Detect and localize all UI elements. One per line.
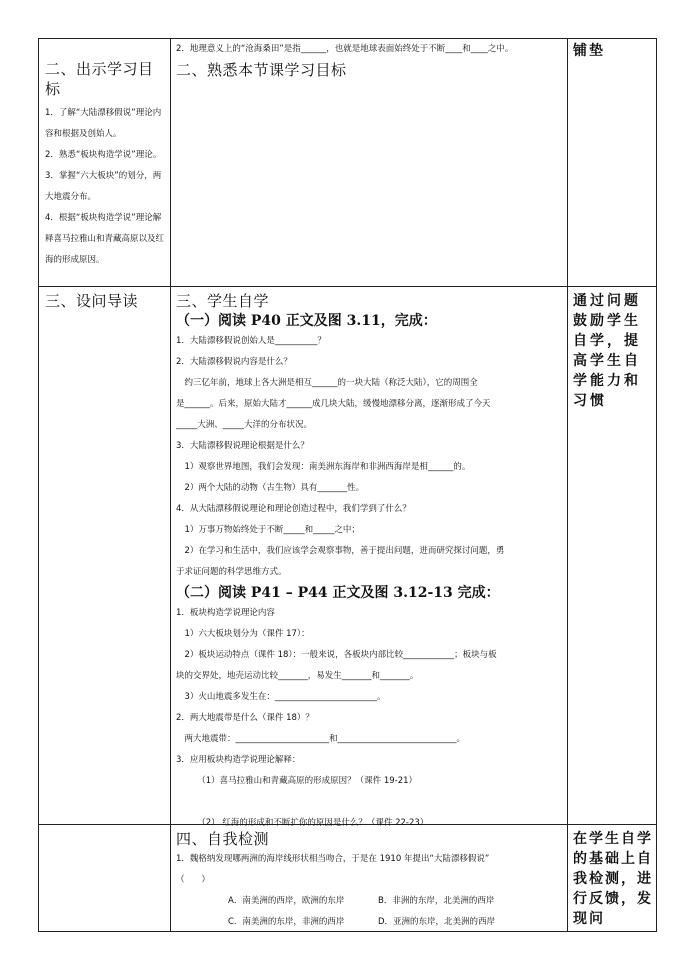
middle-section3-title: 三、学生自学 — [176, 292, 270, 310]
q1-option-b[interactable]: B．非洲的东岸，北美洲的西岸 — [378, 896, 495, 906]
part1-line: 2．大陆漂移假说内容是什么？ — [176, 357, 292, 367]
middle-selftest-cell — [176, 829, 564, 933]
right-note-row2: 通过问题鼓励学生自学，提高学生自学能力和习惯 — [573, 293, 641, 409]
part1-title: （一）阅读 P40 正文及图 3.11，完成： — [176, 313, 437, 329]
part2-line: 2．两大地震带是什么（课件 18）？ — [176, 713, 314, 723]
part1-line: 约三亿年前，地球上各大洲是相互______的一块大陆（称泛大陆），它的周围全 — [176, 378, 478, 388]
middle-selfstudy-cell — [176, 291, 564, 834]
right-note-row3: 在学生自学的基础上自我检测，进行反馈，发现问 — [573, 831, 653, 927]
left-section2-title: 二、出示学习目标 — [45, 60, 154, 98]
part2-title: （二）阅读 P41 – P44 正文及图 3.12-13 完成： — [176, 585, 500, 601]
part2-line: 3．应用板块构造学说理论解释： — [176, 755, 301, 765]
row-divider-1 — [39, 286, 656, 287]
left-goals-cell — [45, 59, 165, 271]
middle-section4-title: 四、自我检测 — [176, 830, 270, 848]
part1-line: 是______。后来，原始大陆才______成几块大陆，缓慢地漂移分离，逐渐形成了今天 — [176, 399, 491, 409]
part1-line: 于求证问题的科学思维方式。 — [176, 567, 287, 577]
right-note-row1: 铺垫 — [573, 43, 605, 59]
part1-line: _____大洲、_____大洋的分布状况。 — [176, 420, 313, 430]
part2-line: 1．板块构造学说理论内容 — [176, 608, 275, 618]
left-guide-cell — [45, 291, 165, 311]
column-divider-left — [170, 39, 171, 931]
q1-option-a[interactable]: A．南美洲的西岸，欧洲的东岸 — [228, 896, 345, 906]
part2-line: （2） 红海的形成和不断扩你的原因是什么？（课件 22-23） — [176, 818, 429, 828]
lesson-plan-table — [38, 38, 657, 932]
q1-options-row — [176, 912, 564, 933]
goal-item: 1．了解“大陆漂移假说”理论内容和根据及创始人。 — [45, 108, 162, 139]
q1-option-d[interactable]: D．亚洲的东岸，北美洲的西岸 — [378, 917, 496, 927]
part1-line: 2）两个大陆的动物（古生物）具有_______性。 — [176, 483, 365, 493]
goal-item: 3．掌握“六大板块”的划分，两大地震分布。 — [45, 171, 162, 202]
q1-option-c[interactable]: C．南美洲的东岸，非洲的西岸 — [228, 917, 345, 927]
intro-line: 2．地理意义上的“沧海桑田”是指______，也就是地球表面始终处于不断____和____之中。 — [176, 44, 514, 54]
part1-line: 1）万事万物始终处于不断_____和_____之中； — [176, 525, 360, 535]
part1-line: 1．大陆漂移假说创始人是__________？ — [176, 336, 326, 346]
part1-line: 2）在学习和生活中，我们应该学会观察事物，善于提出问题，进而研究探讨问题，勇 — [176, 546, 505, 556]
left-section3-title: 三、设问导读 — [45, 292, 139, 310]
q1-stem: 1．魏格纳发现哪两洲的海岸线形状相当吻合，于是在 1910 年提出“大陆漂移假说” — [176, 854, 490, 864]
column-divider-right — [567, 39, 568, 931]
part2-line: 块的交界处，地壳运动比较_______，易发生_______和_______。 — [176, 671, 419, 681]
part1-line: 3．大陆漂移假说理论根据是什么？ — [176, 441, 309, 451]
middle-section2-title: 二、熟悉本节课学习目标 — [176, 61, 347, 79]
part2-line: 3）火山地震多发生在：________________________。 — [176, 692, 386, 702]
goal-item: 2．熟悉“板块构造学说”理论。 — [45, 150, 162, 160]
q1-answer-bracket: （ ） — [176, 875, 211, 885]
q1-options-row — [176, 891, 564, 912]
part1-line: 1）观察世界地图，我们会发现：南美洲东海岸和非洲西海岸是相______的。 — [176, 462, 471, 472]
part2-line: 1）六大板块划分为（课件 17）： — [176, 629, 310, 639]
part2-line: （1）喜马拉雅山和青藏高原的形成原因？（课件 19-21） — [176, 776, 418, 786]
middle-intro-cell — [176, 39, 564, 80]
part2-line: 2）板块运动特点（课件 18）：一般来说，各板块内部比较____________；板块与板 — [176, 650, 497, 660]
part2-line: 两大地震带：______________________和____________________________。 — [176, 734, 466, 744]
part1-line: 4．从大陆漂移假说理论和理论创造过程中，我们学到了什么？ — [176, 504, 411, 514]
goal-item: 4．根据“板块构造学说”理论解释喜马拉雅山和青藏高原以及红海的形成原因。 — [45, 213, 165, 265]
